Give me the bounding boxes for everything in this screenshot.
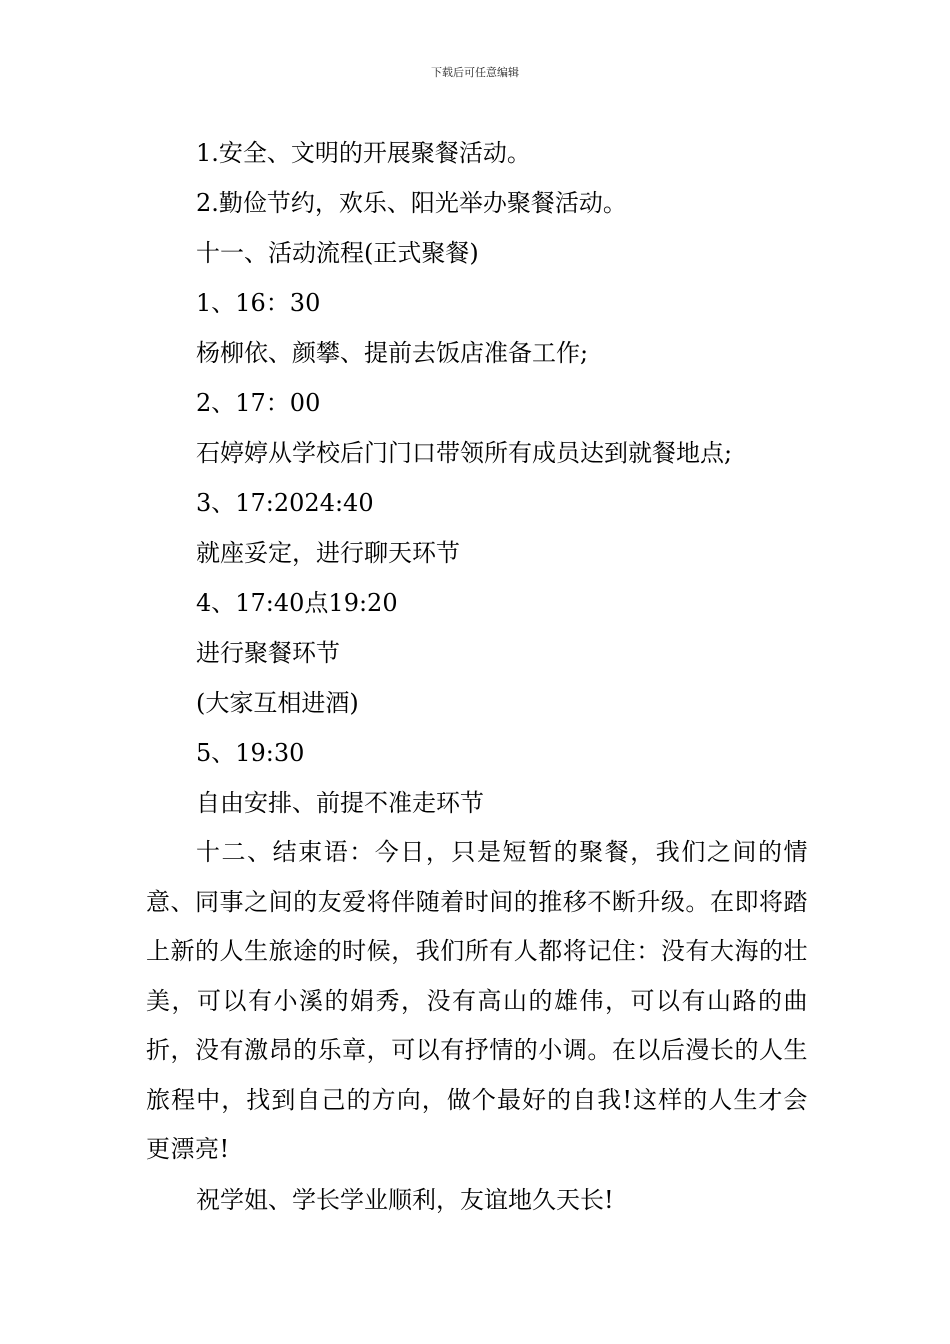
closing-wish: 祝学姐、学长学业顺利，友谊地久天长! [196, 1185, 614, 1214]
schedule-time-4: 4、17:40点19:20 [196, 589, 398, 617]
schedule-desc-2: 石婷婷从学校后门门口带领所有成员达到就餐地点; [196, 439, 733, 467]
schedule-note-4: (大家互相进酒) [196, 689, 359, 717]
schedule-time-1: 1、16：30 [196, 289, 321, 317]
header-note: 下载后可任意编辑 [431, 66, 519, 79]
item-line-1: 1.安全、文明的开展聚餐活动。 [196, 139, 531, 167]
document-body [146, 128, 808, 1225]
schedule-time-3: 3、17:2024:40 [196, 489, 374, 517]
schedule-desc-5: 自由安排、前提不准走环节 [196, 789, 484, 817]
item-line-2: 2.勤俭节约，欢乐、阳光举办聚餐活动。 [196, 189, 627, 217]
schedule-time-2: 2、17：00 [196, 389, 321, 417]
section-heading-11: 十一、活动流程(正式聚餐) [196, 239, 479, 267]
schedule-desc-1: 杨柳依、颜攀、提前去饭店准备工作; [196, 339, 589, 367]
schedule-desc-3: 就座妥定，进行聊天环节 [196, 539, 460, 567]
conclusion-paragraph: 十二、结束语：今日，只是短暂的聚餐，我们之间的情意、同事之间的友爱将伴随着时间的推移不断升级。在即将踏上新的人生旅途的时候，我们所有人都将记住：没有大海的壮美，可以有小溪的娟秀，没有高山的雄伟，可以有山路的曲折，没有激昂的乐章，可以有抒情的小调。在以后漫长的人生旅程中，找到自己的方向，做个最好的自我!这样的人生才会更漂亮! [146, 838, 808, 1163]
schedule-time-5: 5、19:30 [196, 739, 305, 767]
schedule-desc-4: 进行聚餐环节 [196, 639, 340, 667]
